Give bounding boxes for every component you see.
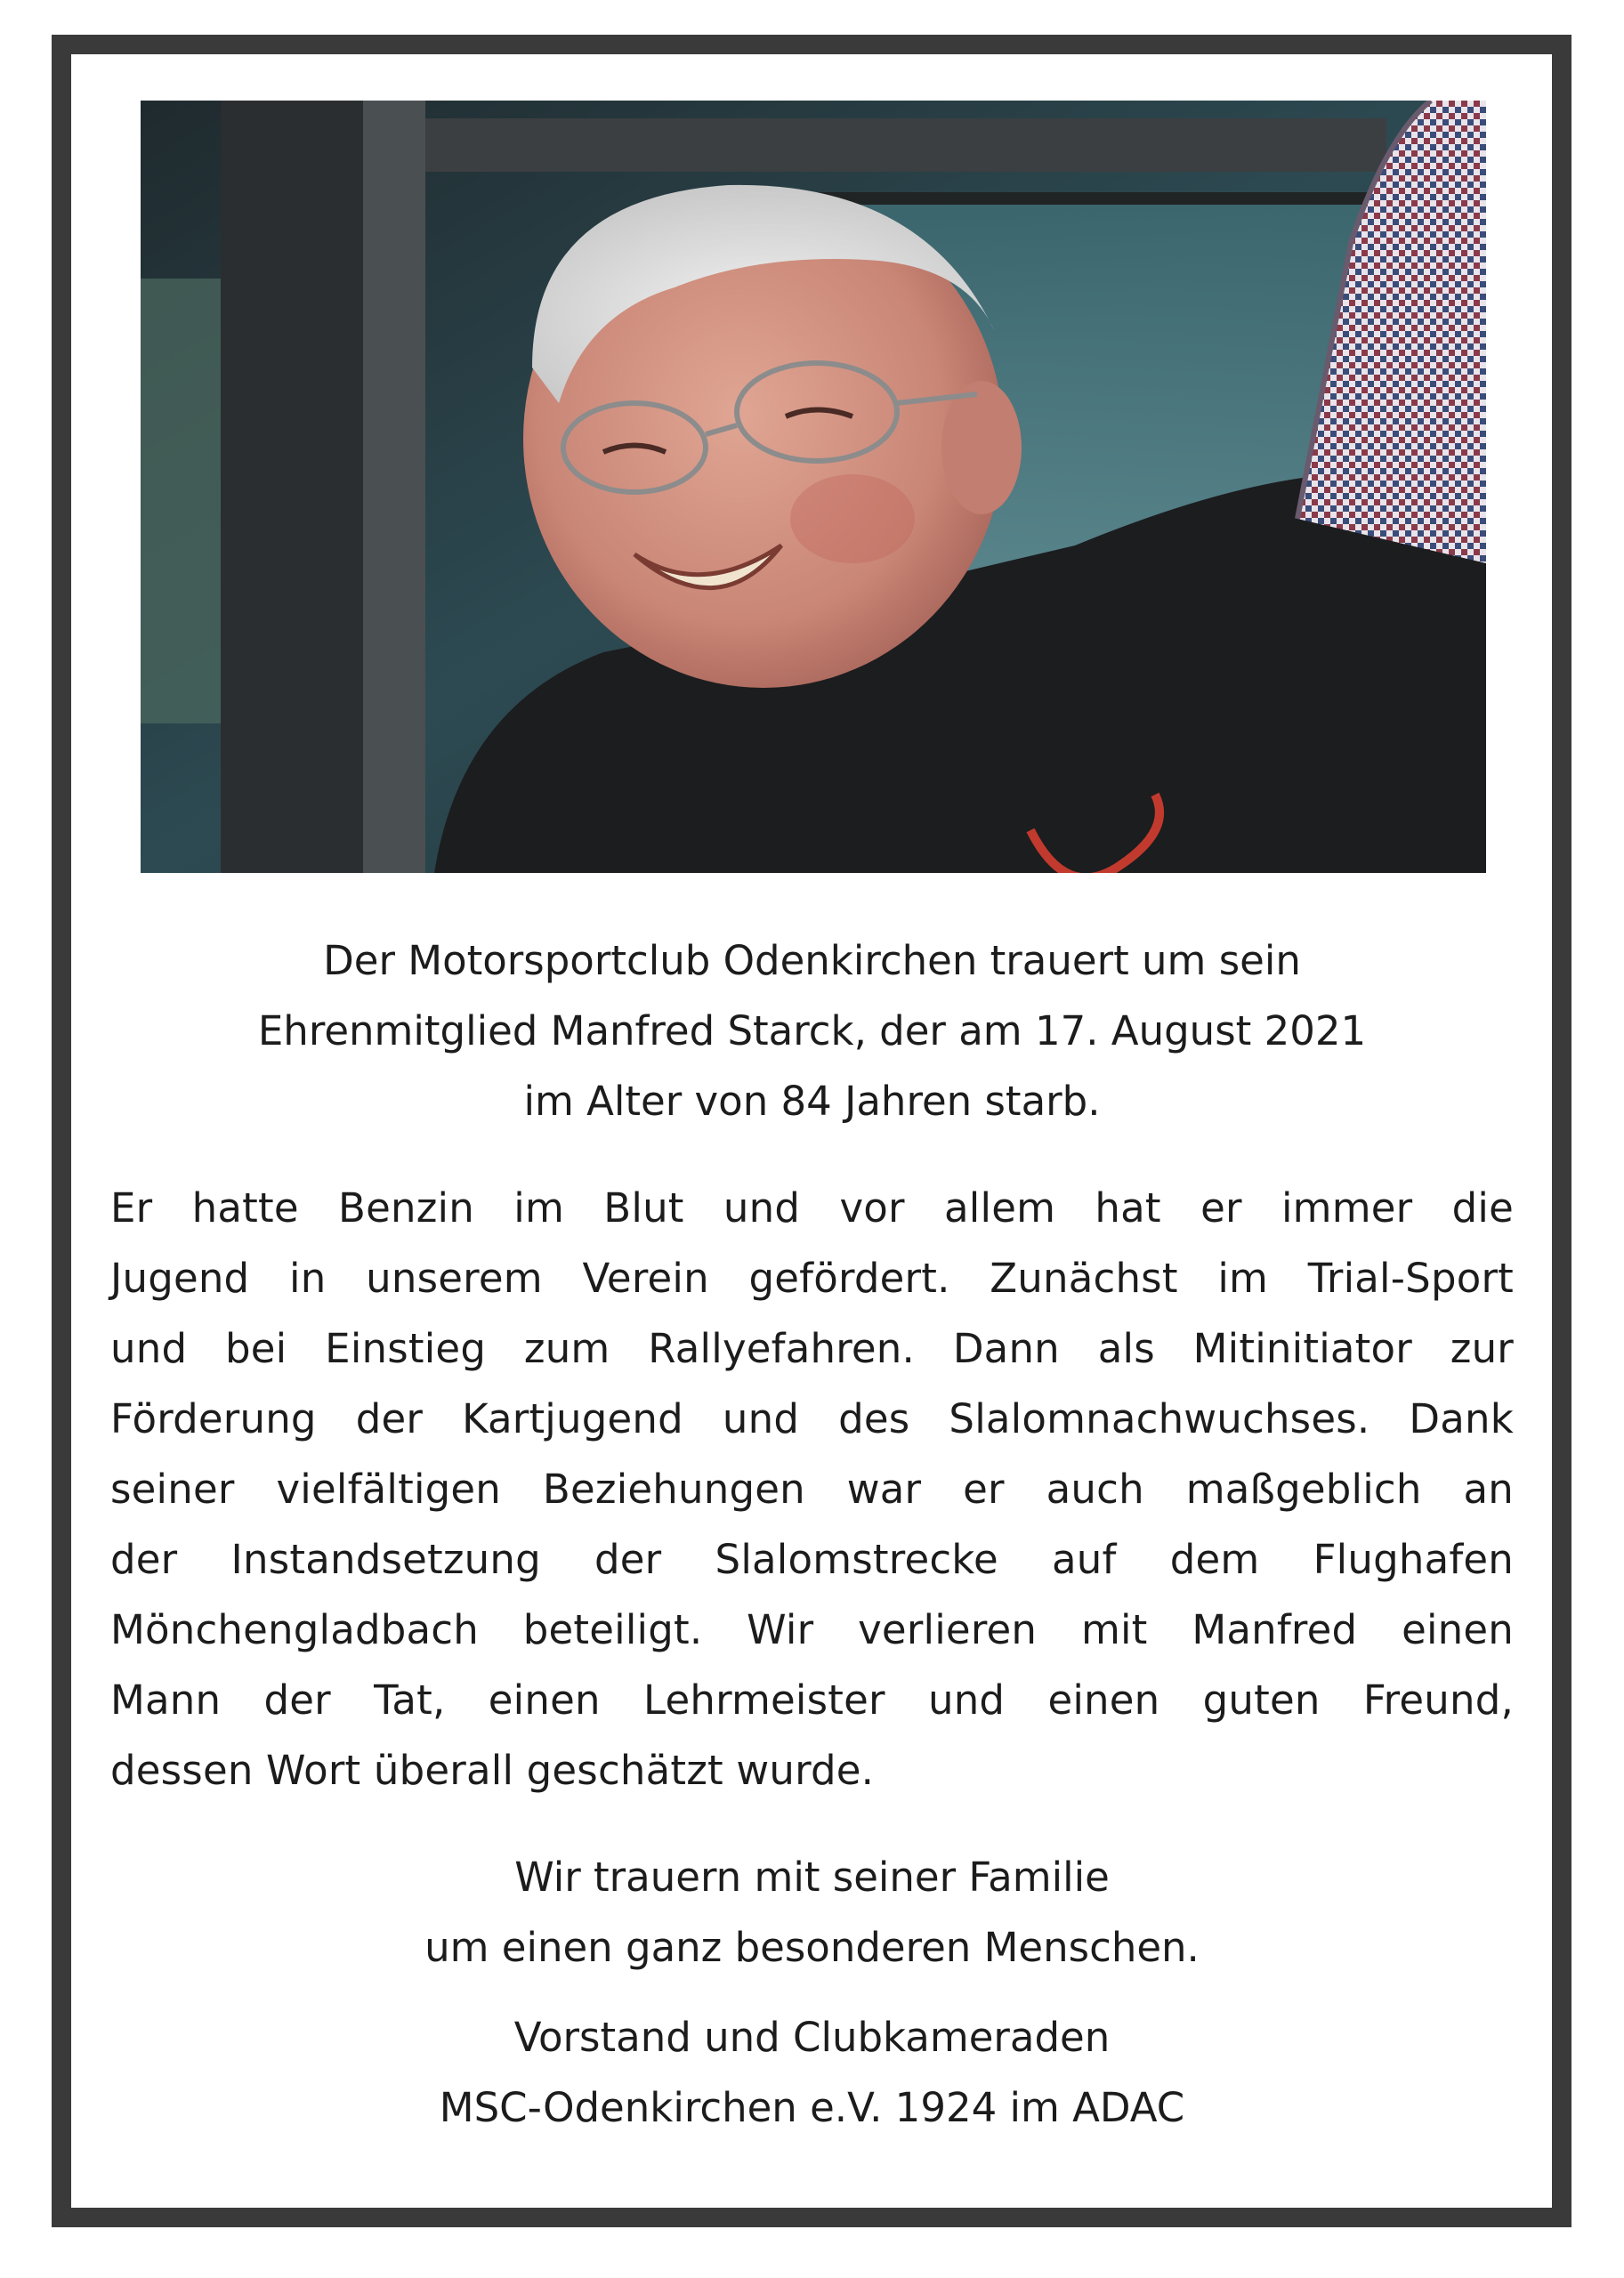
body-line: seiner vielfältigen Beziehungen war er auch maßgeblich an xyxy=(110,1466,1514,1513)
body-line: Mönchengladbach beteiligt. Wir verlieren mit Manfred einen xyxy=(110,1606,1514,1653)
body-line: dessen Wort überall geschätzt wurde. xyxy=(110,1747,875,1794)
body-line: Jugend in unserem Verein gefördert. Zunächst im Trial-Sport xyxy=(110,1255,1514,1302)
mourning-paragraph xyxy=(110,1842,1514,1983)
signature-block xyxy=(110,2002,1514,2143)
signature-line: MSC-Odenkirchen e.V. 1924 im ADAC xyxy=(439,2084,1185,2131)
portrait-photo xyxy=(141,101,1486,873)
body-line: Förderung der Kartjugend und des Slalomnachwuchses. Dank xyxy=(110,1395,1514,1442)
body-line: der Instandsetzung der Slalomstrecke auf dem Flughafen xyxy=(110,1536,1514,1583)
intro-line: Ehrenmitglied Manfred Starck, der am 17. August 2021 xyxy=(257,1007,1367,1054)
mourning-line: um einen ganz besonderen Menschen. xyxy=(424,1924,1200,1971)
signature-line: Vorstand und Clubkameraden xyxy=(513,2014,1111,2061)
portrait-illustration xyxy=(141,101,1486,873)
intro-line: im Alter von 84 Jahren starb. xyxy=(523,1078,1101,1125)
body-line: Mann der Tat, einen Lehrmeister und einen guten Freund, xyxy=(110,1676,1514,1724)
body-line: Er hatte Benzin im Blut und vor allem hat er immer die xyxy=(110,1184,1514,1232)
intro-paragraph xyxy=(110,925,1514,1136)
mourning-line: Wir trauern mit seiner Familie xyxy=(514,1854,1110,1901)
body-paragraph xyxy=(110,1173,1514,1805)
intro-line: Der Motorsportclub Odenkirchen trauert um sein xyxy=(323,937,1301,984)
body-line: und bei Einstieg zum Rallyefahren. Dann als Mitinitiator zur xyxy=(110,1325,1514,1372)
